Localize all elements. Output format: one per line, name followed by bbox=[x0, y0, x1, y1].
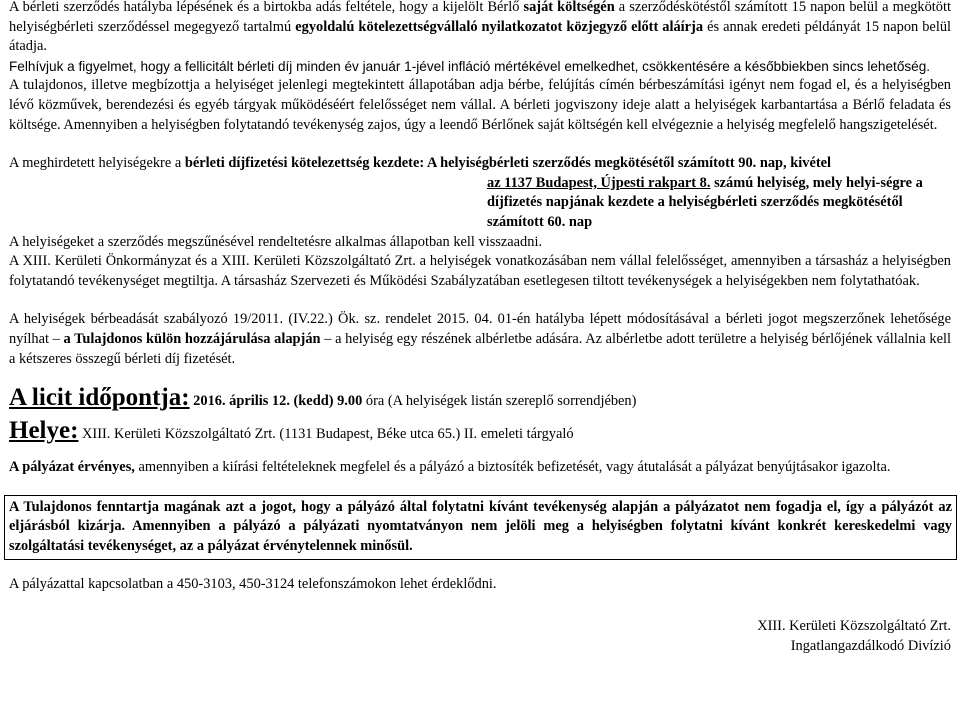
auction-location-value: XIII. Kerületi Közszolgáltató Zrt. (1131 Budapest, Béke utca 65.) II. emeleti tárgyaló bbox=[78, 426, 574, 443]
auction-location-label: Helye: bbox=[9, 417, 79, 445]
auction-date-value: 2016. április 12. (kedd) 9.00 bbox=[189, 393, 363, 410]
signature-division: Ingatlangazdálkodó Divízió bbox=[790, 637, 951, 654]
bold-text: bérleti díjfizetési kötelezettség kezdete: A helyiségbérleti szerződés megkötésétől számított 90. nap, kivétel bbox=[184, 155, 832, 172]
bold-text: egyoldalú kötelezettségvállaló nyilatkozatot közjegyző előtt aláírja bbox=[295, 18, 704, 35]
spacer bbox=[9, 560, 951, 575]
spacer bbox=[9, 291, 951, 310]
signature-company: XIII. Kerületi Közszolgáltató Zrt. bbox=[757, 618, 951, 635]
paragraph-liability: A XIII. Kerületi Önkormányzat és a XIII. Kerületi Közszolgáltató Zrt. a helyiségek vonatkozásában nem vállal felelősséget, amennyiben a társasház a helyiségben folytatandó tevékenységet megtiltja. A társasház Szervezeti és Működési Szabályzatában esetlegesen tiltott tevékenységek a helyiségekben nem folytathatóak. bbox=[9, 253, 951, 289]
text: A bérleti szerződés hatályba lépésének és a birtokba adás feltétele, hogy a kijelölt Bérlő bbox=[9, 0, 524, 15]
paragraph-contract-conditions bbox=[9, 0, 951, 57]
paragraph-validity bbox=[9, 458, 951, 478]
text: A tulajdonos, illetve megbízottja a helyiséget jelenlegi megtekintett állapotában adja bérbe, felújítás címén bérbeszámítási igényt nem fogad el, és a helyiségben lévő közművek, berendezési és egyéb tárgyak működéséért felelősséget nem vállal. A bérleti jogviszony ideje alatt a helyiségek karbantartása a Bérlő feladata és költsége. bbox=[9, 77, 951, 133]
bold-text: a Tulajdonos külön hozzájárulása alapján bbox=[63, 330, 321, 347]
paragraph-owner-terms bbox=[9, 76, 951, 135]
auction-date-label: A licit időpontja: bbox=[9, 384, 190, 412]
bold-text: saját költségén bbox=[523, 0, 615, 15]
exception-address: az 1137 Budapest, Újpesti rakpart 8. bbox=[487, 174, 711, 191]
text: és annak eredeti példányát 15 napon belül átadja. bbox=[9, 18, 952, 55]
text: Amennyiben a helyiségben folytatandó tevékenység zajos, úgy a leendő Bérlőnek saját költségén kell elvégeznie a helyiség megfelelő hangszigetelését. bbox=[60, 116, 938, 133]
auction-date-note: óra (A helyiségek listán szereplő sorrendjében) bbox=[362, 393, 637, 410]
paragraph-return-condition: A helyiségeket a szerződés megszűnésével rendeltetésre alkalmas állapotban kell visszaadni. bbox=[9, 233, 543, 250]
text: A meghirdetett helyiségekre a bbox=[9, 155, 185, 172]
paragraph-inflation-notice: Felhívjuk a figyelmet, hogy a fellicitált bérleti díj minden év január 1-jével infláció mértékével emelkedhet, csökkentésére a későbbiekben sincs lehetőség. bbox=[9, 58, 931, 74]
spacer bbox=[9, 478, 951, 495]
document-page bbox=[9, 0, 951, 656]
auction-date-line bbox=[9, 383, 951, 416]
paragraph-exception bbox=[487, 174, 947, 233]
signature-block bbox=[9, 617, 951, 656]
paragraph-sublease bbox=[9, 310, 951, 369]
text: – a helyiség egy részének albérletbe adására. Az albérletbe adott területre a helyiség bérlőjének vállalnia kell a kétszeres összegű bérleti díj fizetését. bbox=[9, 330, 952, 367]
spacer bbox=[9, 595, 951, 617]
paragraph-contact: A pályázattal kapcsolatban a 450-3103, 450-3124 telefonszámokon lehet érdeklődni. bbox=[9, 576, 497, 593]
text: A helyiségek bérbeadását szabályozó 19/2011. (IV.22.) Ök. sz. rendelet 2015. 04. 01-én hatályba lépett módosításával a bérleti jogot megszerzőnek lehetősége nyílhat – bbox=[9, 311, 951, 347]
spacer bbox=[9, 135, 951, 154]
spacer bbox=[9, 369, 951, 383]
text: a szerződéskötéstől számított 15 napon belül a megkötött helyiségbérleti szerződéssel megegyező tartalmú bbox=[9, 0, 951, 35]
bold-text: A pályázat érvényes, bbox=[9, 459, 135, 476]
exception-text: számú helyiség, mely helyi-ségre a díjfizetés napjának kezdete a helyiségbérleti szerződés megkötésétől számított 60. nap bbox=[487, 174, 923, 230]
owner-rights-box: A Tulajdonos fenntartja magának azt a jogot, hogy a pályázó által folytatni kívánt tevékenység alapján a pályázatot nem fogadja el, így a pályázót az eljárásból kizárja. Amennyiben a pályázó a pályázati nyomtatványon nem jelöli meg a helyiségben folytatni kívánt konkrét kereskedelmi vagy szolgáltatási tevékenységet, az a pályázat érvénytelennek minősül. bbox=[4, 495, 957, 561]
paragraph-payment-start bbox=[9, 154, 951, 174]
text: amennyiben a kiírási feltételeknek megfelel és a pályázó a biztosíték befizetését, vagy átutalását a pályázat benyújtásakor igazolta. bbox=[134, 459, 891, 476]
auction-location-line bbox=[9, 416, 951, 448]
spacer bbox=[9, 448, 951, 458]
